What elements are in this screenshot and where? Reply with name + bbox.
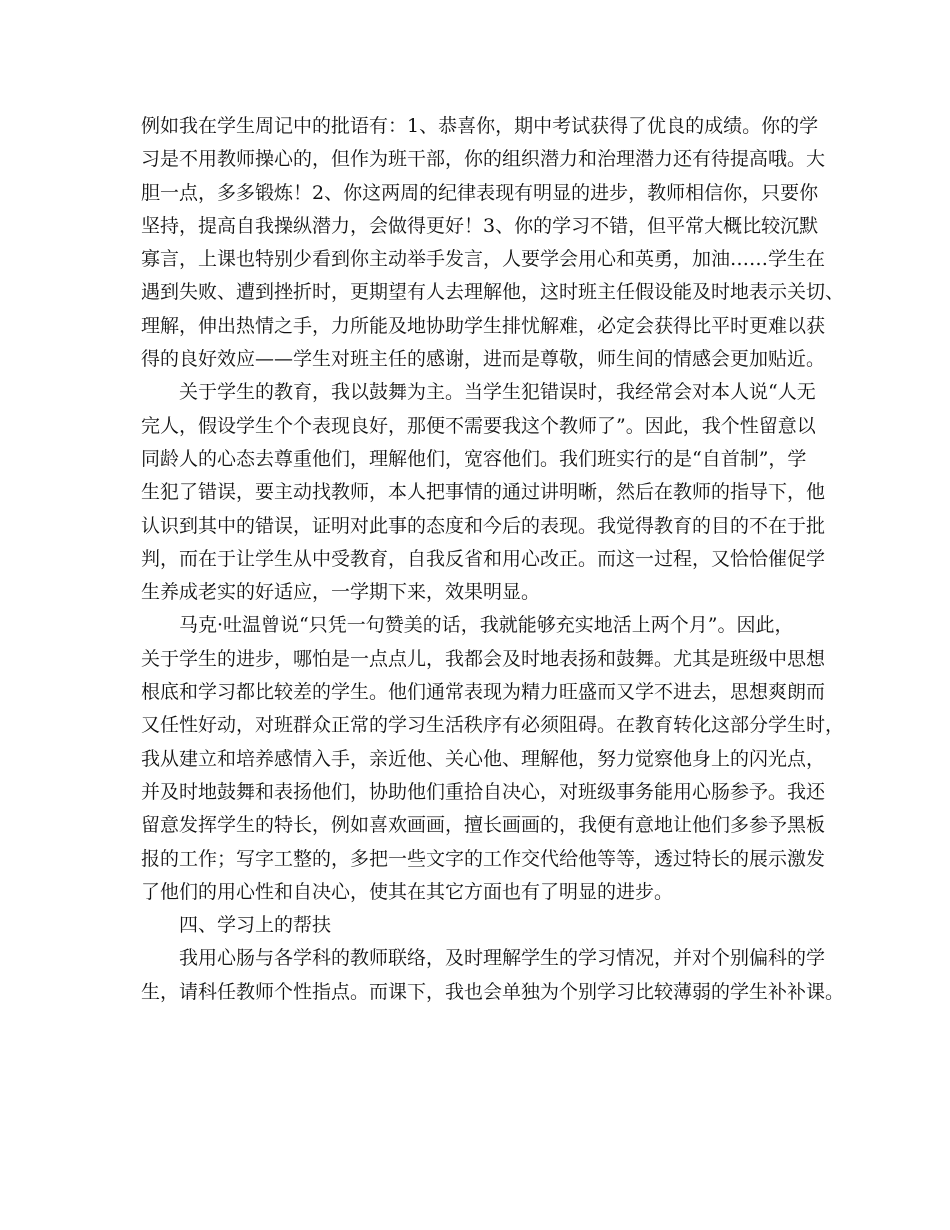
text-line: 生，请科任教师个性指点。而课下，我也会单独为个别学习比较薄弱的学生补补课。 (141, 980, 845, 1003)
text-line: 理解，伸出热情之手，力所能及地协助学生排忧解难，必定会获得比平时更难以获 (141, 314, 826, 337)
text-line: 留意发挥学生的特长，例如喜欢画画，擅长画画的，我便有意地让他们多参予黑板 (141, 814, 826, 837)
text-line: 关于学生的教育，我以鼓舞为主。当学生犯错误时，我经常会对本人说“人无 (179, 381, 816, 404)
text-line: 坚持，提高自我操纵潜力，会做得更好！3、你的学习不错，但平常大概比较沉默 (141, 214, 819, 237)
text-line: 得的良好效应——学生对班主任的感谢，进而是尊敬，师生间的情感会更加贴近。 (141, 348, 826, 371)
text-line: 了他们的用心性和自决心，使其在其它方面也有了明显的进步。 (141, 880, 674, 903)
text-line: 寡言，上课也特别少看到你主动举手发言，人要学会用心和英勇，加油……学生在 (141, 248, 826, 271)
text-line: 我从建立和培养感情入手，亲近他、关心他、理解他，努力觉察他身上的闪光点， (141, 747, 826, 770)
text-line: 遇到失败、遭到挫折时，更期望有人去理解他，这时班主任假设能及时地表示关切、 (141, 281, 845, 304)
text-line: 判，而在于让学生从中受教育，自我反省和用心改正。而这一过程，又恰恰催促学 (141, 547, 826, 570)
text-line: 同龄人的心态去尊重他们，理解他们，宽容他们。我们班实行的是“自首制”，学 (141, 447, 807, 470)
text-line: 我用心肠与各学科的教师联络，及时理解学生的学习情况，并对个别偏科的学 (179, 947, 826, 970)
text-line: 习是不用教师操心的，但作为班干部，你的组织潜力和治理潜力还有待提高哦。大 (141, 148, 826, 171)
text-line: 例如我在学生周记中的批语有：1、恭喜你，期中考试获得了优良的成绩。你的学 (141, 115, 819, 137)
text-line: 生养成老实的好适应，一学期下来，效果明显。 (141, 581, 541, 604)
text-line: 胆一点，多多锻炼！2、你这两周的纪律表现有明显的进步，教师相信你，只要你 (141, 181, 819, 204)
text-line: 又任性好动，对班群众正常的学习生活秩序有必须阻碍。在教育转化这部分学生时， (141, 714, 845, 737)
text-line: 四、学习上的帮扶 (179, 914, 332, 937)
text-line: 马克·吐温曾说“只凭一句赞美的话，我就能够充实地活上两个月”。因此， (179, 614, 794, 637)
text-line: 报的工作；写字工整的，多把一些文字的工作交代给他等等，透过特长的展示激发 (141, 847, 826, 870)
text-line: 并及时地鼓舞和表扬他们，协助他们重拾自决心，对班级事务能用心肠参予。我还 (141, 780, 826, 803)
text-line: 关于学生的进步，哪怕是一点点儿，我都会及时地表扬和鼓舞。尤其是班级中思想 (141, 647, 826, 670)
text-line: 认识到其中的错误，证明对此事的态度和今后的表现。我觉得教育的目的不在于批 (141, 514, 826, 537)
document-body (141, 110, 845, 1009)
text-line: 根底和学习都比较差的学生。他们通常表现为精力旺盛而又学不进去，思想爽朗而 (141, 681, 826, 704)
text-line: 生犯了错误，要主动找教师，本人把事情的通过讲明晰，然后在教师的指导下，他 (141, 481, 826, 504)
text-line: 完人，假设学生个个表现良好，那便不需要我这个教师了”。因此，我个性留意以 (141, 414, 816, 437)
